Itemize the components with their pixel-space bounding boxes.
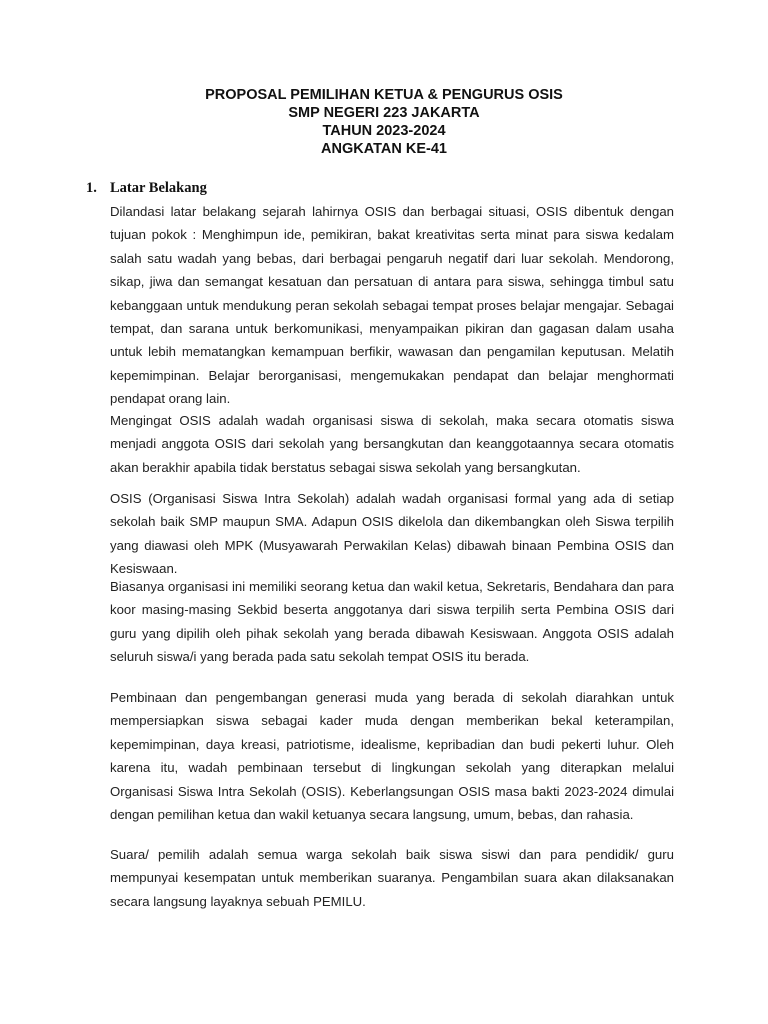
paragraph-block-6 xyxy=(110,843,674,913)
section-heading xyxy=(86,180,207,197)
title-line-3: TAHUN 2023-2024 xyxy=(322,123,446,139)
paragraph-block-4 xyxy=(110,575,674,669)
paragraph: Pembinaan dan pengembangan generasi muda yang berada di sekolah diarahkan untuk mempersiapkan siswa sebagai kader muda dengan memberikan bekal keterampilan, kepemimpinan, daya kreasi, patriotisme, idealisme, kepribadian dan budi pekerti luhur. Oleh karena itu, wadah pembinaan tersebut di lingkungan sekolah yang diterapkan melalui Organisasi Siswa Intra Sekolah (OSIS). Keberlangsungan OSIS masa bakti 2023-2024 dimulai dengan pemilihan ketua dan wakil ketuanya secara langsung, umum, bebas, dan rahasia. xyxy=(110,690,674,823)
paragraph: Suara/ pemilih adalah semua warga sekolah baik siswa siswi dan para pendidik/ guru mempunyai kesempatan untuk memberikan suaranya. Pengambilan suara akan dilaksanakan secara langsung layaknya sebuah PEMILU. xyxy=(110,847,674,909)
paragraph-block-2 xyxy=(110,409,674,479)
paragraph: Mengingat OSIS adalah wadah organisasi siswa di sekolah, maka secara otomatis siswa menjadi anggota OSIS dari sekolah yang bersangkutan dan keanggotaannya secara otomatis akan berakhir apabila tidak berstatus sebagai siswa sekolah yang bersangkutan. xyxy=(110,413,674,475)
title-line-4: ANGKATAN KE-41 xyxy=(321,141,447,157)
title-line-2: SMP NEGERI 223 JAKARTA xyxy=(288,105,480,121)
title-line-1: PROPOSAL PEMILIHAN KETUA & PENGURUS OSIS xyxy=(205,87,563,103)
paragraph: OSIS (Organisasi Siswa Intra Sekolah) adalah wadah organisasi formal yang ada di setiap sekolah baik SMP maupun SMA. Adapun OSIS dikelola dan dikembangkan oleh Siswa terpilih yang diawasi oleh MPK (Musyawarah Perwakilan Kelas) dibawah binaan Pembina OSIS dan Kesiswaan. xyxy=(110,491,674,577)
section-number: 1. xyxy=(86,180,97,196)
paragraph-block-3 xyxy=(110,487,674,581)
document-title xyxy=(0,86,768,158)
paragraph-block-5 xyxy=(110,686,674,826)
paragraph: Dilandasi latar belakang sejarah lahirnya OSIS dan berbagai situasi, OSIS dibentuk dengan tujuan pokok : Menghimpun ide, pemikiran, bakat kreativitas serta minat para siswa kedalam salah satu wadah yang bebas, dari berbagai pengaruh negatif dari luar sekolah. Mendorong, sikap, jiwa dan semangat kesatuan dan persatuan di antara para siswa, sehingga timbul satu kebanggaan untuk mendukung peran sekolah sebagai tempat proses belajar mengajar. Sebagai tempat, dan sarana untuk berkomunikasi, menyampaikan pikiran dan gagasan dalam usaha untuk lebih mematangkan kemampuan berfikir, wawasan dan pengamilan keputusan. Melatih kepemimpinan. Belajar berorganisasi, mengemukakan pendapat dan belajar menghormati pendapat orang lain. xyxy=(110,204,674,407)
paragraph-block-1 xyxy=(110,200,674,411)
paragraph: Biasanya organisasi ini memiliki seorang ketua dan wakil ketua, Sekretaris, Bendahara dan para koor masing-masing Sekbid beserta anggotanya dari siswa terpilih serta Pembina OSIS dari guru yang dipilih oleh pihak sekolah yang berada dibawah Kesiswaan. Anggota OSIS adalah seluruh siswa/i yang berada pada satu sekolah tempat OSIS itu berada. xyxy=(110,579,674,665)
section-title: Latar Belakang xyxy=(110,180,207,196)
